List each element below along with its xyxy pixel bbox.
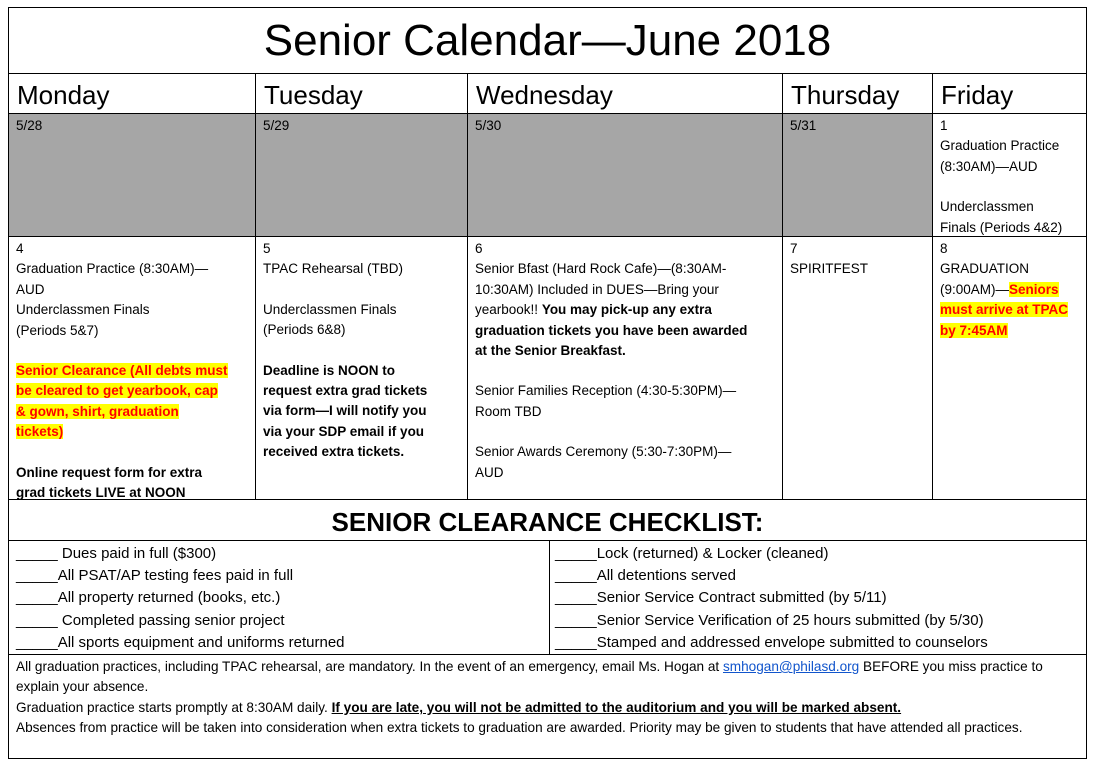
event-text: (9:00AM)—: [940, 281, 1010, 297]
checklist-item: _____All sports equipment and uniforms returned: [16, 633, 345, 651]
calendar-cell-june-1: [933, 114, 1086, 237]
event-text: Graduation Practice: [940, 138, 1060, 154]
checklist-title: SENIOR CLEARANCE CHECKLIST:: [9, 500, 1086, 541]
checklist-item: _____All PSAT/AP testing fees paid in full: [16, 567, 294, 585]
calendar-cell-june-6: [468, 237, 783, 500]
event-text: Graduation Practice (8:30AM)—: [16, 261, 209, 277]
clearance-notice: tickets): [16, 424, 64, 440]
cell-date: 5: [263, 241, 271, 256]
checklist-item: _____Senior Service Verification of 25 hours submitted (by 5/30): [555, 611, 984, 629]
cell-date: 4: [16, 241, 24, 256]
calendar-cell-june-8: [933, 237, 1086, 500]
deadline-notice: request extra grad tickets: [263, 383, 428, 399]
calendar-cell-5-29: [256, 114, 468, 237]
cell-date: 7: [790, 241, 798, 256]
day-header-wednesday: Wednesday: [468, 74, 783, 114]
cell-date: 5/29: [263, 118, 290, 133]
online-form-notice: grad tickets LIVE at NOON: [16, 485, 186, 501]
event-text: Underclassmen Finals: [263, 301, 397, 317]
calendar-cell-5-31: [783, 114, 933, 237]
checklist-item: _____Senior Service Contract submitted (by 5/11): [555, 589, 887, 607]
checklist-item: _____Stamped and addressed envelope submitted to counselors: [555, 633, 988, 651]
checklist-item: _____Lock (returned) & Locker (cleaned): [555, 545, 829, 562]
checklist-right-column: [550, 541, 1086, 654]
clearance-notice: & gown, shirt, graduation: [16, 403, 179, 419]
deadline-notice: via your SDP email if you: [263, 423, 425, 439]
footer-paragraph-mandatory: [16, 657, 1080, 698]
event-text: GRADUATION: [940, 261, 1030, 277]
online-form-notice: Online request form for extra: [16, 464, 203, 480]
day-header-thursday: Thursday: [783, 74, 933, 114]
day-header-tuesday: Tuesday: [256, 74, 468, 114]
calendar-cell-june-4: [9, 237, 256, 500]
calendar-document: [8, 7, 1087, 759]
footer-notes: [9, 654, 1086, 760]
cell-date: 6: [475, 241, 483, 256]
calendar-cell-june-5: [256, 237, 468, 500]
deadline-notice: Deadline is NOON to: [263, 362, 396, 378]
footer-paragraph-practice: [16, 698, 1080, 718]
footer-text: Graduation practice starts promptly at 8:30AM daily.: [16, 699, 332, 715]
event-text: AUD: [16, 281, 45, 297]
arrival-notice: must arrive at TPAC: [940, 302, 1069, 318]
event-text: (Periods 6&8): [263, 322, 346, 338]
checklist-item: _____All detentions served: [555, 567, 736, 585]
cell-date: 5/30: [475, 118, 502, 133]
event-text: Senior Awards Ceremony (5:30-7:30PM)—: [475, 444, 732, 460]
event-text: TPAC Rehearsal (TBD): [263, 261, 404, 277]
cell-date: 5/28: [16, 118, 43, 133]
event-text: 10:30AM) Included in DUES—Bring your: [475, 281, 719, 297]
event-text: Finals (Periods 4&2): [940, 219, 1063, 235]
event-text: yearbook!!: [475, 302, 539, 318]
event-text: (8:30AM)—AUD: [940, 158, 1038, 174]
calendar-cell-5-30: [468, 114, 783, 237]
calendar-cell-june-7: [783, 237, 933, 500]
email-link[interactable]: smhogan@philasd.org: [723, 659, 860, 674]
footer-text: All graduation practices, including TPAC rehearsal, are mandatory. In the event of an emergency, email Ms. Hogan at: [16, 659, 723, 674]
event-text: (Periods 5&7): [16, 322, 99, 338]
footer-paragraph-absences: Absences from practice will be taken into consideration when extra tickets to graduation are awarded. Priority may be given to students that have attended all practices.: [16, 719, 1023, 735]
arrival-notice: Seniors: [1009, 281, 1059, 297]
cell-date: 1: [940, 118, 948, 133]
pickup-notice: at the Senior Breakfast.: [475, 343, 626, 359]
page-title: Senior Calendar—June 2018: [9, 8, 1086, 74]
clearance-notice: be cleared to get yearbook, cap: [16, 383, 218, 399]
event-text: AUD: [475, 464, 504, 480]
event-text: Senior Families Reception (4:30-5:30PM)—: [475, 383, 737, 399]
event-text: Senior Bfast (Hard Rock Cafe)—(8:30AM-: [475, 261, 727, 277]
deadline-notice: received extra tickets.: [263, 444, 405, 460]
checklist-item: _____ Completed passing senior project: [16, 611, 285, 629]
checklist-left-column: [9, 541, 550, 654]
day-header-friday: Friday: [933, 74, 1086, 114]
deadline-notice: via form—I will notify you: [263, 403, 427, 419]
day-header-monday: Monday: [9, 74, 256, 114]
calendar-cell-5-28: [9, 114, 256, 237]
event-text: Room TBD: [475, 403, 542, 419]
event-text: SPIRITFEST: [790, 261, 869, 277]
pickup-notice: graduation tickets you have been awarded: [475, 322, 748, 338]
cell-date: 5/31: [790, 118, 817, 133]
event-text: Underclassmen: [940, 199, 1034, 215]
checklist-item: _____ Dues paid in full ($300): [16, 545, 217, 562]
checklist-item: _____All property returned (books, etc.): [16, 589, 281, 607]
cell-date: 8: [940, 241, 948, 256]
clearance-notice: Senior Clearance (All debts must: [16, 363, 228, 379]
pickup-notice: You may pick-up any extra: [541, 302, 712, 318]
arrival-notice: by 7:45AM: [940, 322, 1008, 338]
late-warning: If you are late, you will not be admitted to the auditorium and you will be marked absent.: [331, 699, 902, 715]
event-text: Underclassmen Finals: [16, 302, 150, 318]
footer-text: BEFORE you miss practice to explain your absence.: [16, 659, 1043, 695]
